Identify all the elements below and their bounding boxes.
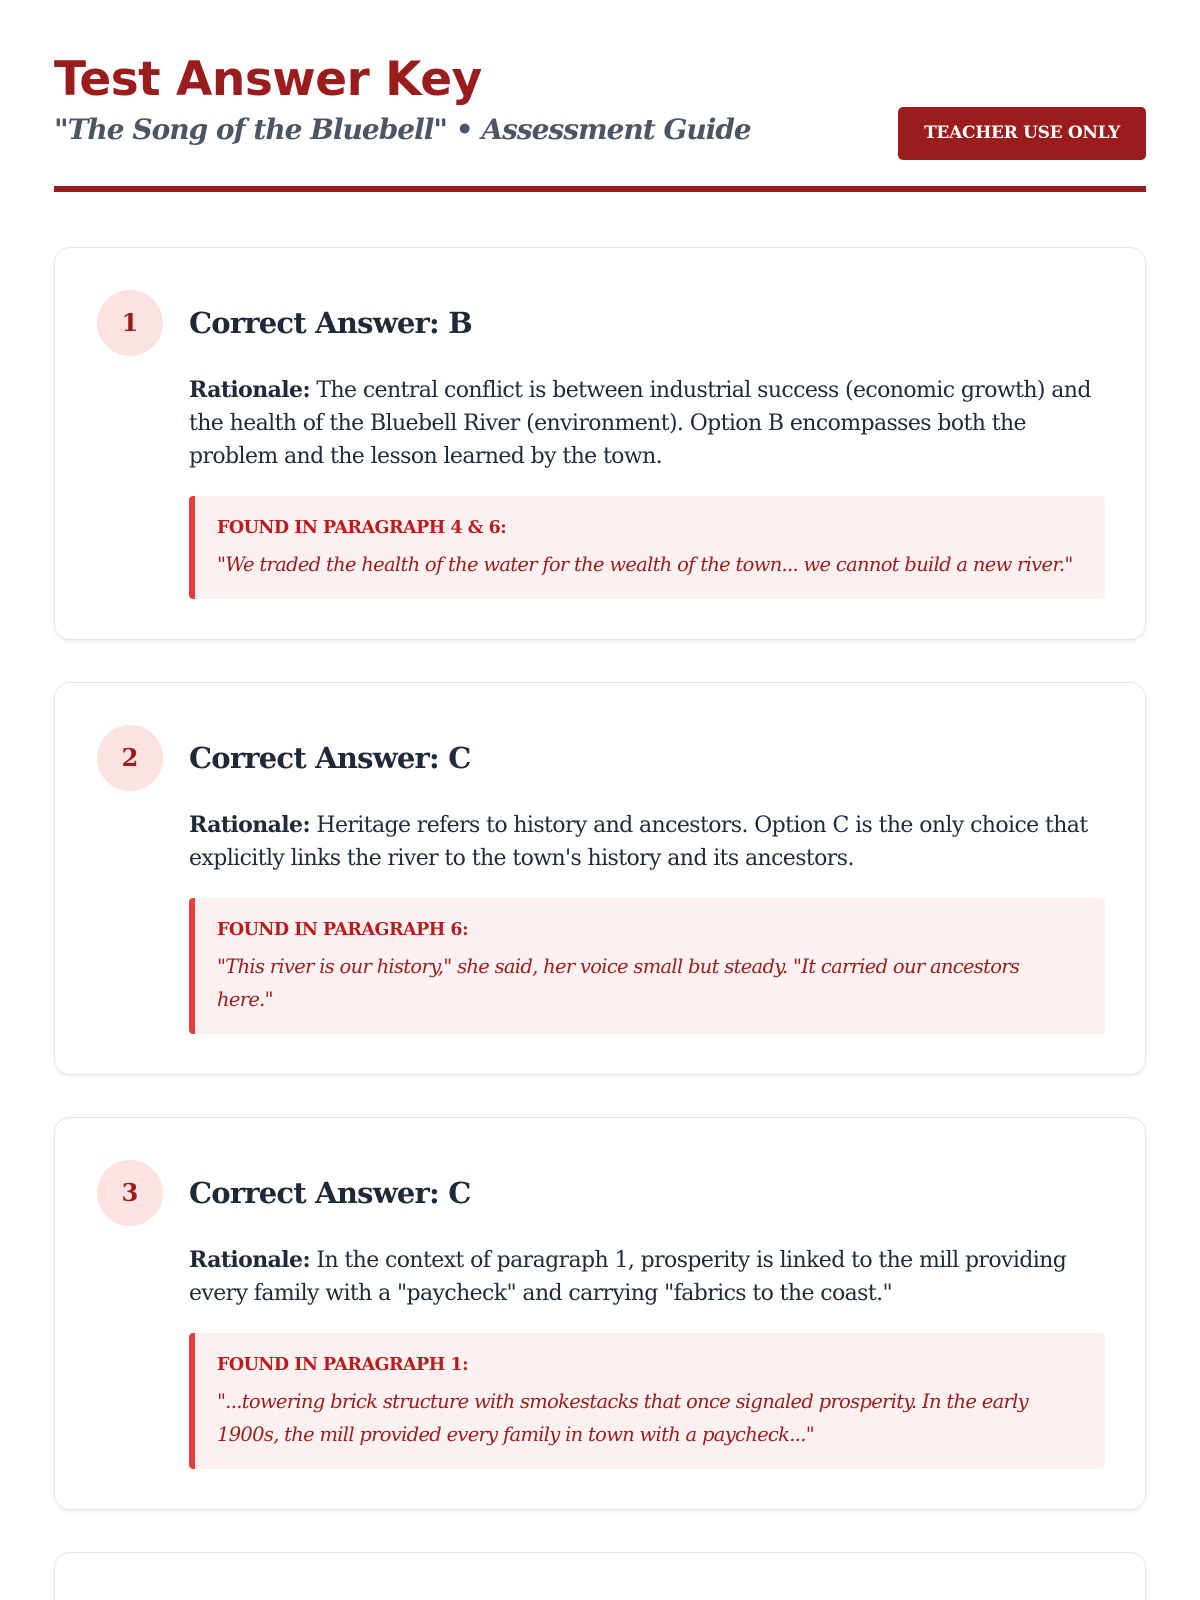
evidence-quote: "We traded the health of the water for the wealth of the town... we cannot build a new river." bbox=[217, 553, 1073, 576]
header-divider bbox=[54, 186, 1146, 192]
rationale-label: Rationale: bbox=[189, 812, 310, 838]
evidence-label: FOUND IN PARAGRAPH 4 & 6: bbox=[217, 518, 507, 538]
rationale-label: Rationale: bbox=[189, 377, 310, 403]
question-number-badge: 2 bbox=[97, 725, 163, 791]
rationale bbox=[189, 374, 1105, 473]
rationale-text: Heritage refers to history and ancestors. Option C is the only choice that explicitly links the river to the town's history and its ancestors. bbox=[189, 813, 1088, 871]
question-card-3 bbox=[54, 1117, 1146, 1510]
page-subtitle: "The Song of the Bluebell" • Assessment Guide bbox=[54, 113, 751, 146]
question-number-badge: 1 bbox=[97, 290, 163, 356]
rationale-text: In the context of paragraph 1, prosperity is linked to the mill providing every family with a "paycheck" and carrying "fabrics to the coast." bbox=[189, 1248, 1067, 1306]
question-card-1 bbox=[54, 247, 1146, 640]
correct-answer: Correct Answer: C bbox=[189, 1176, 471, 1210]
page-title: Test Answer Key bbox=[54, 52, 482, 107]
evidence-box bbox=[189, 496, 1105, 599]
question-list bbox=[54, 247, 1146, 1600]
rationale bbox=[189, 1244, 1105, 1310]
rationale bbox=[189, 809, 1105, 875]
correct-answer: Correct Answer: C bbox=[189, 741, 471, 775]
page-header bbox=[54, 0, 1146, 146]
evidence-label: FOUND IN PARAGRAPH 1: bbox=[217, 1355, 469, 1375]
question-number-badge: 3 bbox=[97, 1160, 163, 1226]
rationale-text: The central conflict is between industrial success (economic growth) and the health of the Bluebell River (environment). Option B encompasses both the problem and the lesson learned by the town. bbox=[189, 378, 1091, 469]
correct-answer: Correct Answer: B bbox=[189, 306, 472, 340]
evidence-quote: "This river is our history," she said, her voice small but steady. "It carried our ancestors here." bbox=[217, 955, 1020, 1011]
evidence-quote: "...towering brick structure with smokestacks that once signaled prosperity. In the early 1900s, the mill provided every family in town with a paycheck..." bbox=[217, 1390, 1028, 1446]
evidence-box bbox=[189, 898, 1105, 1034]
evidence-label: FOUND IN PARAGRAPH 6: bbox=[217, 920, 469, 940]
rationale-label: Rationale: bbox=[189, 1247, 310, 1273]
teacher-use-badge: TEACHER USE ONLY bbox=[898, 107, 1146, 160]
question-card-2 bbox=[54, 682, 1146, 1075]
evidence-box bbox=[189, 1333, 1105, 1469]
question-card-partial bbox=[54, 1552, 1146, 1600]
